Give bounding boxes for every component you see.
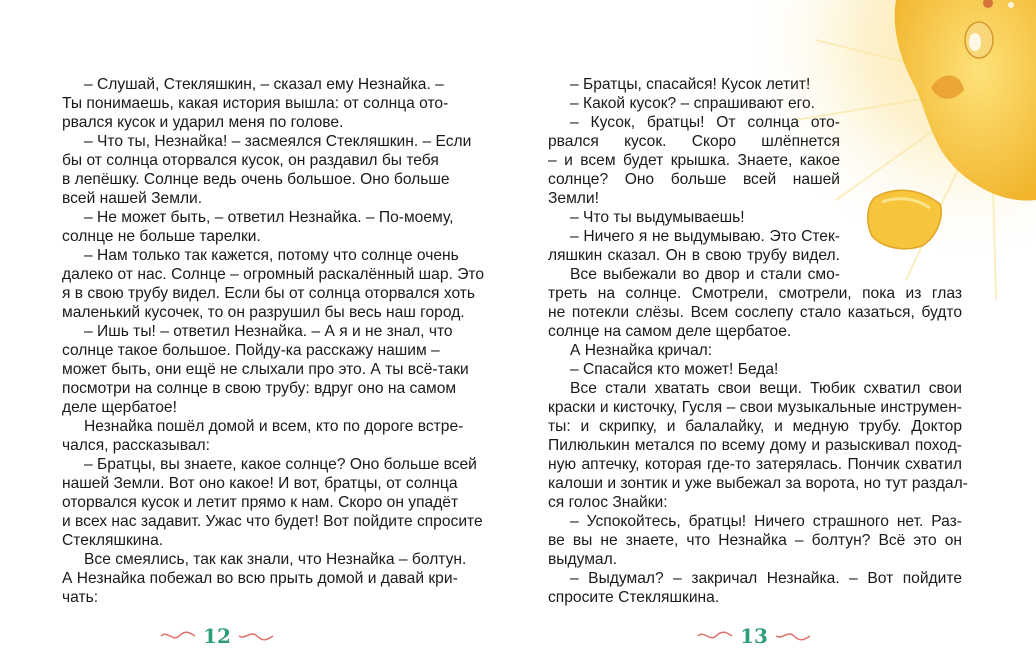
text-line: треть на солнце. Смотрели, смотрели, пока из глаз: [548, 285, 962, 302]
text-line: – Выдумал? – закричал Незнайка. – Вот пойдите: [570, 570, 962, 587]
text-line: всей нашей Земли.: [62, 190, 203, 207]
text-line: нашей Земли. Вот оно какое! И вот, братцы, от солнца: [62, 475, 458, 492]
page-number: 12: [203, 624, 231, 648]
text-line: – Спасайся кто может! Беда!: [570, 361, 779, 378]
right-page: [518, 0, 1036, 657]
swirl-ornament-icon: [774, 630, 812, 642]
text-line: спросите Стекляшкина.: [548, 589, 720, 606]
text-line: Ты понимаешь, какая история вышла: от солнца ото-: [62, 95, 449, 112]
text-line: далеко от нас. Солнце – огромный раскалённый шар. Это: [62, 266, 485, 283]
text-line: в лепёшку. Солнце ведь очень большое. Оно больше: [62, 171, 450, 188]
text-line: Все выбежали во двор и стали смо-: [570, 266, 840, 283]
text-line: ве вы не знаете, что Незнайка – болтун? Всё это он: [548, 532, 962, 549]
text-line: посмотри на солнце в свою трубу: вдруг оно на самом: [62, 380, 457, 397]
text-line: маленький кусочек, то он разрушил бы весь наш город.: [62, 304, 465, 321]
page-number-right: [694, 622, 814, 650]
text-line: Пилюлькин метался по всему дому и разыскивал поход-: [548, 437, 962, 454]
text-line: и всех нас задавит. Ужас что будет! Вот пойдите спросите: [62, 513, 483, 530]
text-line: Незнайка пошёл домой и всем, кто по дороге встре-: [84, 418, 464, 435]
page-number: 13: [740, 624, 768, 648]
text-line: может быть, они ещё не слыхали про это. А ты всё-таки: [62, 361, 469, 378]
text-line: – и всем будет крышка. Знаете, какое: [548, 152, 840, 169]
swirl-ornament-icon: [696, 630, 734, 642]
text-line: Стекляшкина.: [62, 532, 164, 549]
text-line: ную аптечку, которая где-то затерялась. Пончик схватил: [548, 456, 962, 473]
text-line: ты: и скрипку, и балалайку, и медную трубу. Доктор: [548, 418, 962, 435]
text-line: А Незнайка кричал:: [570, 342, 713, 359]
text-line: Земли!: [548, 190, 599, 207]
text-line: рвался кусок. Скоро шлёпнется: [548, 133, 840, 150]
sun-chunk-illustration: [864, 186, 946, 252]
text-line: солнце на самом деле щербатое.: [548, 323, 792, 340]
text-line: выдумал.: [548, 551, 618, 568]
text-line: А Незнайка побежал во всю прыть домой и давай кри-: [62, 570, 458, 587]
text-line: – Братцы, спасайся! Кусок летит!: [570, 76, 811, 93]
text-line: – Ничего я не выдумываю. Это Стек-: [570, 228, 840, 245]
text-line: Все смеялись, так как знали, что Незнайка – болтун.: [84, 551, 467, 568]
text-line: – Что ты выдумываешь!: [570, 209, 745, 226]
text-line: ся голос Знайки:: [548, 494, 668, 511]
text-line: калоши и зонтик и уже выбежал за ворота, но тут раздал-: [548, 475, 968, 492]
text-line: солнце не больше тарелки.: [62, 228, 261, 245]
text-line: ляшкин сказал. Он в свою трубу видел.: [548, 247, 840, 264]
text-line: не потекли слёзы. Всем сослепу стало казаться, будто: [548, 304, 962, 321]
text-line: бы от солнца оторвался кусок, он раздавил бы тебя: [62, 152, 439, 169]
text-line: – Нам только так кажется, потому что солнце очень: [84, 247, 459, 264]
text-line: – Успокойтесь, братцы! Ничего страшного нет. Раз-: [570, 513, 962, 530]
text-line: я в свою трубу видел. Если бы от солнца оторвался хоть: [62, 285, 476, 302]
text-line: чался, рассказывал:: [62, 437, 210, 454]
text-line: солнце? Оно больше всей нашей: [548, 171, 840, 188]
text-line: – Не может быть, – ответил Незнайка. – По-моему,: [84, 209, 454, 226]
text-line: Все стали хватать свои вещи. Тюбик схватил свои: [570, 380, 962, 397]
text-line: – Братцы, вы знаете, какое солнце? Оно больше всей: [84, 456, 477, 473]
text-line: – Слушай, Стекляшкин, – сказал ему Незнайка. –: [84, 76, 444, 93]
text-line: – Кусок, братцы! От солнца ото-: [570, 114, 840, 131]
text-line: чать:: [62, 589, 99, 606]
text-line: – Что ты, Незнайка! – засмеялся Стекляшкин. – Если: [84, 133, 472, 150]
text-line: – Какой кусок? – спрашивают его.: [570, 95, 816, 112]
text-line: деле щербатое!: [62, 399, 177, 416]
text-line: оторвался кусок и летит прямо к нам. Скоро он упадёт: [62, 494, 459, 511]
swirl-ornament-icon: [159, 630, 197, 642]
text-line: рвался кусок и ударил меня по голове.: [62, 114, 344, 131]
text-line: – Ишь ты! – ответил Незнайка. – А я и не знал, что: [84, 323, 453, 340]
page-number-left: [157, 622, 277, 650]
text-line: солнце такое большое. Пойду-ка расскажу нашим –: [62, 342, 440, 359]
text-line: краски и кисточку, Гусля – свои музыкальные инструмен-: [548, 399, 962, 416]
swirl-ornament-icon: [237, 630, 275, 642]
